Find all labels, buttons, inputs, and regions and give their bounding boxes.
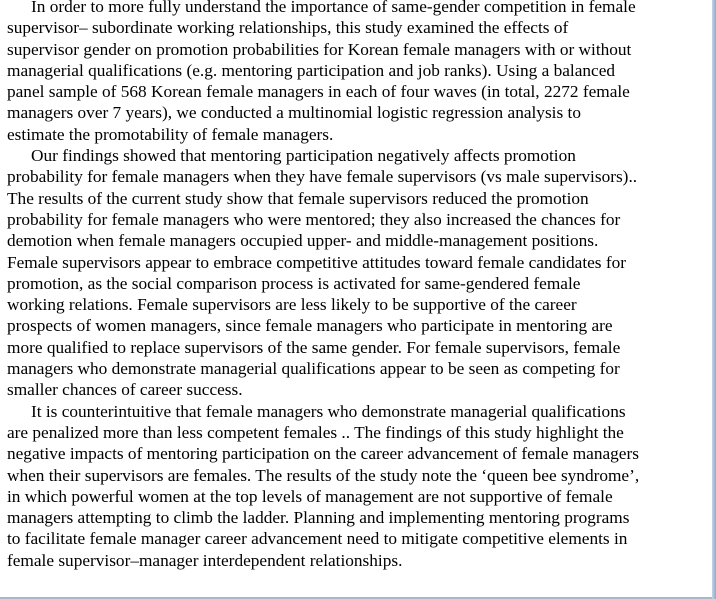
paragraph-3-line: It is counterintuitive that female managers who demonstrate managerial qualifications [31,401,626,421]
paragraph-2-line: The results of the current study show that female supervisors reduced the promotion [7,188,589,208]
paragraph-1-line: estimate the promotability of female managers. [7,124,334,144]
paragraph-3-line: in which powerful women at the top levels of management are not supportive of female [7,486,613,506]
paragraph-2-line: more qualified to replace supervisors of the same gender. For female supervisors, female [7,337,621,357]
paragraph-1-line: supervisor– subordinate working relationships, this study examined the effects of [7,18,569,38]
paragraph-1-line: panel sample of 568 Korean female managers in each of four waves (in total, 2272 female [7,82,630,102]
paragraph-3-line: negative impacts of mentoring participation on the career advancement of female managers [7,444,639,464]
paragraph-2-line: prospects of women managers, since female managers who participate in mentoring are [7,316,613,336]
paragraph-3-line: managers attempting to climb the ladder. Planning and implementing mentoring programs [7,508,630,528]
paragraph-2-line: smaller chances of career success. [7,380,243,400]
paragraph-2-line: demotion when female managers occupied upper- and middle-management positions. [7,231,599,251]
paragraph-2-line: Our findings showed that mentoring participation negatively affects promotion [31,146,576,166]
paragraph-3-line: are penalized more than less competent females .. The findings of this study highlight the [7,422,624,442]
paragraph-2-line: probability for female managers who were mentored; they also increased the chances for [7,209,621,229]
paragraph-2-line: promotion, as the social comparison process is activated for same-gendered female [7,273,581,293]
document-body [7,0,713,571]
paragraph-3-line: to facilitate female manager career advancement need to mitigate competitive elements in [7,529,628,549]
paragraph-1-line: supervisor gender on promotion probabilities for Korean female managers with or without [7,39,632,59]
paragraph-2-line: managers who demonstrate managerial qualifications appear to be seen as competing for [7,359,620,379]
paragraph-2-line: working relations. Female supervisors are less likely to be supportive of the career [7,295,577,315]
paragraph-2-line: probability for female managers when they have female supervisors (vs male supervisors).. [7,167,638,187]
paragraph-3-line: when their supervisors are females. The results of the study note the ‘queen bee syndrome’, [7,465,640,485]
paragraph-1-line: In order to more fully understand the importance of same-gender competition in female [31,0,636,16]
paragraph-1-line: managerial qualifications (e.g. mentoring participation and job ranks). Using a balanced [7,60,615,80]
paragraph-1-line: managers over 7 years), we conducted a multinomial logistic regression analysis to [7,103,581,123]
paragraph-2-line: Female supervisors appear to embrace competitive attitudes toward female candidates for [7,252,627,272]
paragraph-3-line: female supervisor–manager interdependent relationships. [7,550,403,570]
